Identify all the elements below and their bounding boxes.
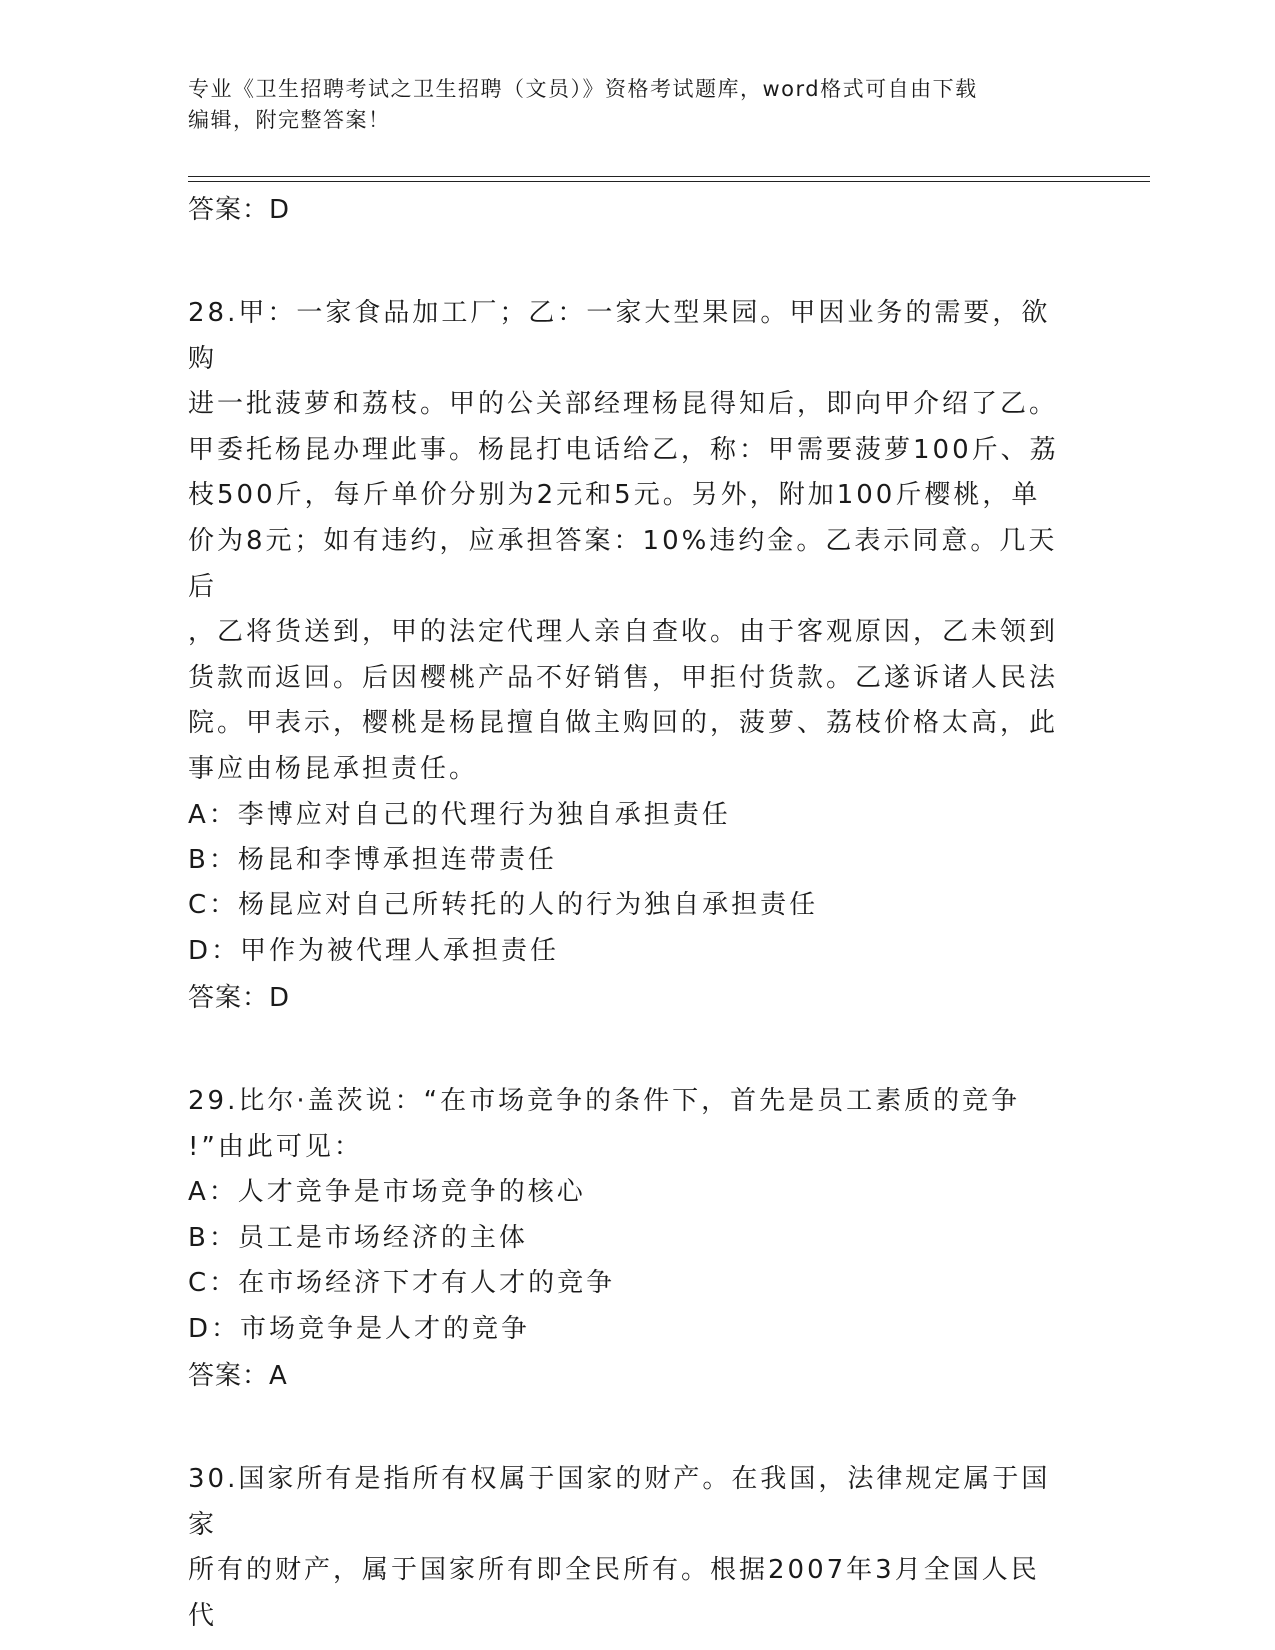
option-d: D：甲作为被代理人承担责任 [188,935,560,966]
spacer [188,1022,1068,1079]
spacer [188,1400,1068,1457]
document-header [188,74,1068,136]
question-line: 价为8元；如有违约，应承担答案：10%违约金。乙表示同意。几天后 [188,525,1058,602]
question-line: 枝500斤，每斤单价分别为2元和5元。另外，附加100斤樱桃，单 [188,480,1041,511]
question-line: ，乙将货送到，甲的法定代理人亲自查收。由于客观原因，乙未领到 [188,617,1059,648]
question-line: 28.甲：一家食品加工厂；乙：一家大型果园。甲因业务的需要，欲购 [188,298,1051,374]
header-line-2: 编辑，附完整答案！ [188,108,391,132]
option-b: B：员工是市场经济的主体 [188,1222,528,1253]
document-body [188,186,1068,1639]
option-b: B：杨昆和李博承担连带责任 [188,844,557,875]
option-c: C：杨昆应对自己所转托的人的行为独自承担责任 [188,890,819,921]
question-line: 事应由杨昆承担责任。 [188,753,479,784]
header-divider-top [188,176,1150,177]
question-line: !”由此可见： [188,1131,363,1162]
question-30 [188,1457,1068,1639]
option-a: A：人才竞争是市场竞争的核心 [188,1177,586,1208]
question-line: 所有的财产，属于国家所有即全民所有。根据2007年3月全国人民代 [188,1555,1040,1631]
answer-label: 答案：D [188,195,291,225]
question-line: 货款而返回。后因樱桃产品不好销售，甲拒付货款。乙遂诉诸人民法 [188,662,1059,693]
answer-label: 答案：A [188,1360,288,1391]
spacer [188,234,1068,291]
header-line-1: 专业《卫生招聘考试之卫生招聘（文员）》资格考试题库，word格式可自由下载 [188,77,978,101]
question-line: 进一批菠萝和荔枝。甲的公关部经理杨昆得知后，即向甲介绍了乙。 [188,389,1059,420]
question-28 [188,291,1068,1022]
header-divider-bottom [188,181,1150,182]
question-line: 院。甲表示，樱桃是杨昆擅自做主购回的，菠萝、荔枝价格太高，此 [188,708,1059,739]
option-d: D：市场竞争是人才的竞争 [188,1313,531,1344]
option-a: A：李博应对自己的代理行为独自承担责任 [188,799,731,830]
question-line: 30.国家所有是指所有权属于国家的财产。在我国，法律规定属于国家 [188,1463,1051,1540]
question-line: 29.比尔·盖茨说：“在市场竞争的条件下，首先是员工素质的竞争 [188,1086,1021,1117]
option-c: C：在市场经济下才有人才的竞争 [188,1268,616,1299]
question-29 [188,1079,1068,1400]
question-line: 甲委托杨昆办理此事。杨昆打电话给乙，称：甲需要菠萝100斤、荔 [188,434,1059,465]
answer-label: 答案：D [188,983,291,1014]
